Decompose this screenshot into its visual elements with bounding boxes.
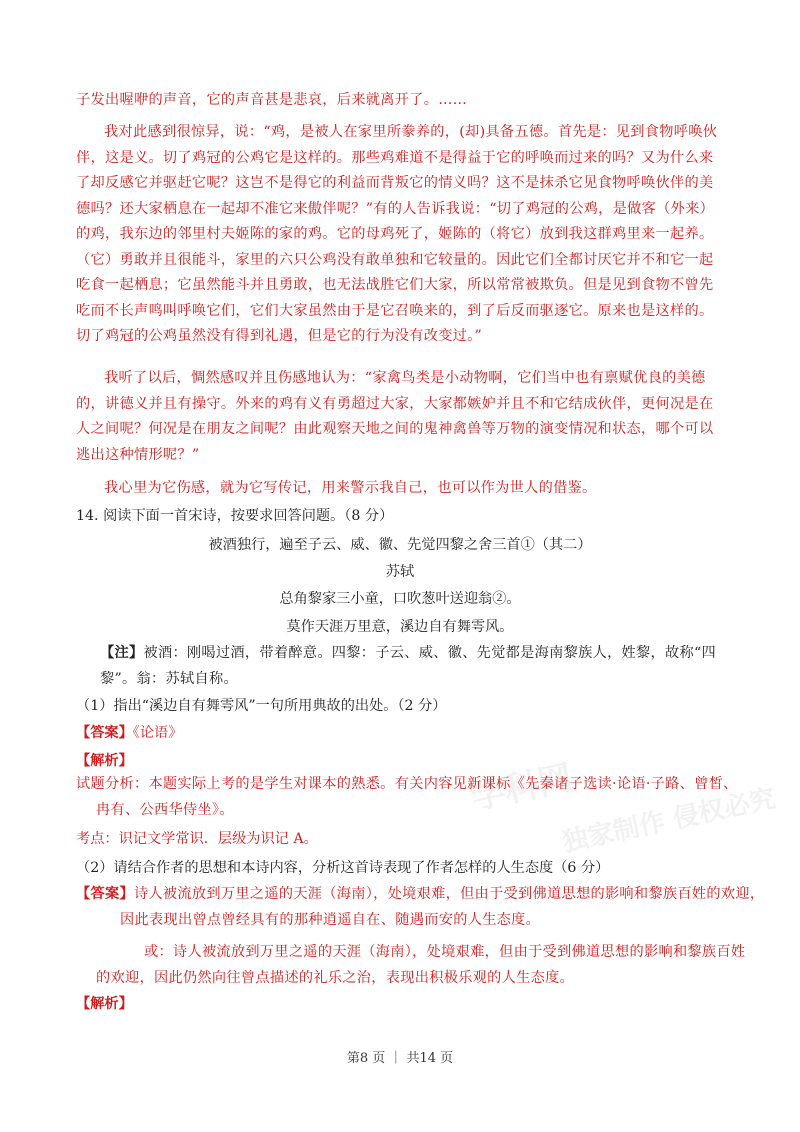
question-text: 阅读下面一首宋诗，按要求回答问题。（8 分） xyxy=(103,508,394,524)
poem-line-1: 总角黎家三小童，口吹葱叶送迎翁②。 xyxy=(279,591,521,607)
passage-p0: 子发出喔咿的声音，它的声音甚是悲哀，后来就离开了。…… xyxy=(76,92,468,108)
answer-text-2: 诗人被流放到万里之遥的天涯（海南），处境艰难，但由于受到佛道思想的影响和黎族百姓的欢迎，因此表现出曾点曾经具有的那种逍遥自在、随遇而安的人生态度。 xyxy=(120,886,765,928)
sub-question-2: （2）请结合作者的思想和本诗内容，分析这首诗表现了作者怎样的人生态度（6 分） xyxy=(76,860,610,876)
poem-title: 被酒独行，遍至子云、威、徽、先觉四黎之舍三首①（其二） xyxy=(208,537,592,553)
passage-p1: 我对此感到很惊异，说：“鸡，是被人在家里所豢养的，(却)具备五德。首先是：见到食物呼唤伙伴，这是义。切了鸡冠的公鸡它是这样的。那些鸡难道不是得益于它的呼唤而过来的吗？又为什么来了却反感它并驱赶它呢？这岂不是得它的利益而背叛它的情义吗？这不是抹杀它见食物呼唤伙伴的美德吗？还大家栖息在一起却不准它来傲伴呢？”有的人告诉我说：“切了鸡冠的公鸡，是做客（外来）的鸡，我东边的邻里村夫姬陈的家的鸡。它的母鸡死了，姬陈的（将它）放到我这群鸡里来一起养。（它）勇敢并且很能斗，家里的六只公鸡没有敢单独和它较量的。因此它们全都讨厌它并不和它一起吃食一起栖息；它虽然能斗并且勇敢，也无法战胜它们大家，所以常常被欺负。但是见到食物不曾先吃而不长声鸣叫呼唤它们，它们大家虽然由于是它召唤来的，到了后反而驱逐它。原来也是这样的。切了鸡冠的公鸡虽然没有得到礼遇，但是它的行为没有改变过。” xyxy=(76,124,718,344)
poem-line-2: 莫作天涯万里意，溪边自有舞雩风。 xyxy=(286,619,514,635)
sub1-jiexi-label: 【解析】 xyxy=(76,753,133,769)
question-number: 14. xyxy=(76,508,99,524)
sub2-jiexi-label: 【解析】 xyxy=(76,996,133,1012)
sub-question-1: （1）指出“溪边自有舞雩风”一句所用典故的出处。（2 分） xyxy=(76,698,447,714)
passage-p2: 我听了以后，惆然感叹并且伤感地认为：“家禽鸟类是小动物啊，它们当中也有禀赋优良的美德的，讲德义并且有操守。外来的鸡有义有勇超过大家，大家都嫉妒并且不和它结成伙伴，更何况是在人之间呢？何况是在朋友之间呢？由此观察天地之间的鬼神禽兽等万物的演变情况和状态，哪个可以逃出这种情形呢？” xyxy=(76,370,714,463)
passage-p3: 我心里为它伤感，就为它写传记，用来警示我自己，也可以作为世人的借鉴。 xyxy=(104,480,597,496)
poem-author: 苏轼 xyxy=(385,564,415,580)
answer-label: 【答案】 xyxy=(76,725,133,741)
sub1-analysis: 试题分析：本题实际上考的是学生对课本的熟悉。有关内容见新课标《先秦诸子选读·论语·子路、曾皙、冉有、公西华侍坐》。 xyxy=(76,776,738,818)
sub1-answer xyxy=(76,722,182,742)
sub1-kaodian: 考点：识记文学常识．层级为识记 A。 xyxy=(76,831,318,847)
note-label: 【注】 xyxy=(100,645,144,661)
poem-note xyxy=(100,641,726,692)
page-footer: 第8 页 ｜ 共14 页 xyxy=(346,1051,454,1066)
answer-label-2: 【答案】 xyxy=(76,886,134,902)
sub2-answer xyxy=(76,882,770,933)
sub2-answer-alt: 或：诗人被流放到万里之遥的天涯（海南），处境艰难，但由于受到佛道思想的影响和黎族百姓的欢迎，因此仍然向往曾点描述的礼乐之治，表现出积极乐观的人生态度。 xyxy=(96,944,746,986)
question-prompt xyxy=(76,505,393,525)
answer-text: 《论语》 xyxy=(132,725,183,741)
watermark-text: 独家制作 侵权必究 xyxy=(559,783,779,859)
note-text: 被酒：刚喝过酒，带着醉意。四黎：子云、威、徽、先觉都是海南黎族人，姓黎，故称“四黎”。翁：苏轼自称。 xyxy=(100,645,717,687)
watermark-logo: 学科网 xyxy=(467,757,576,819)
